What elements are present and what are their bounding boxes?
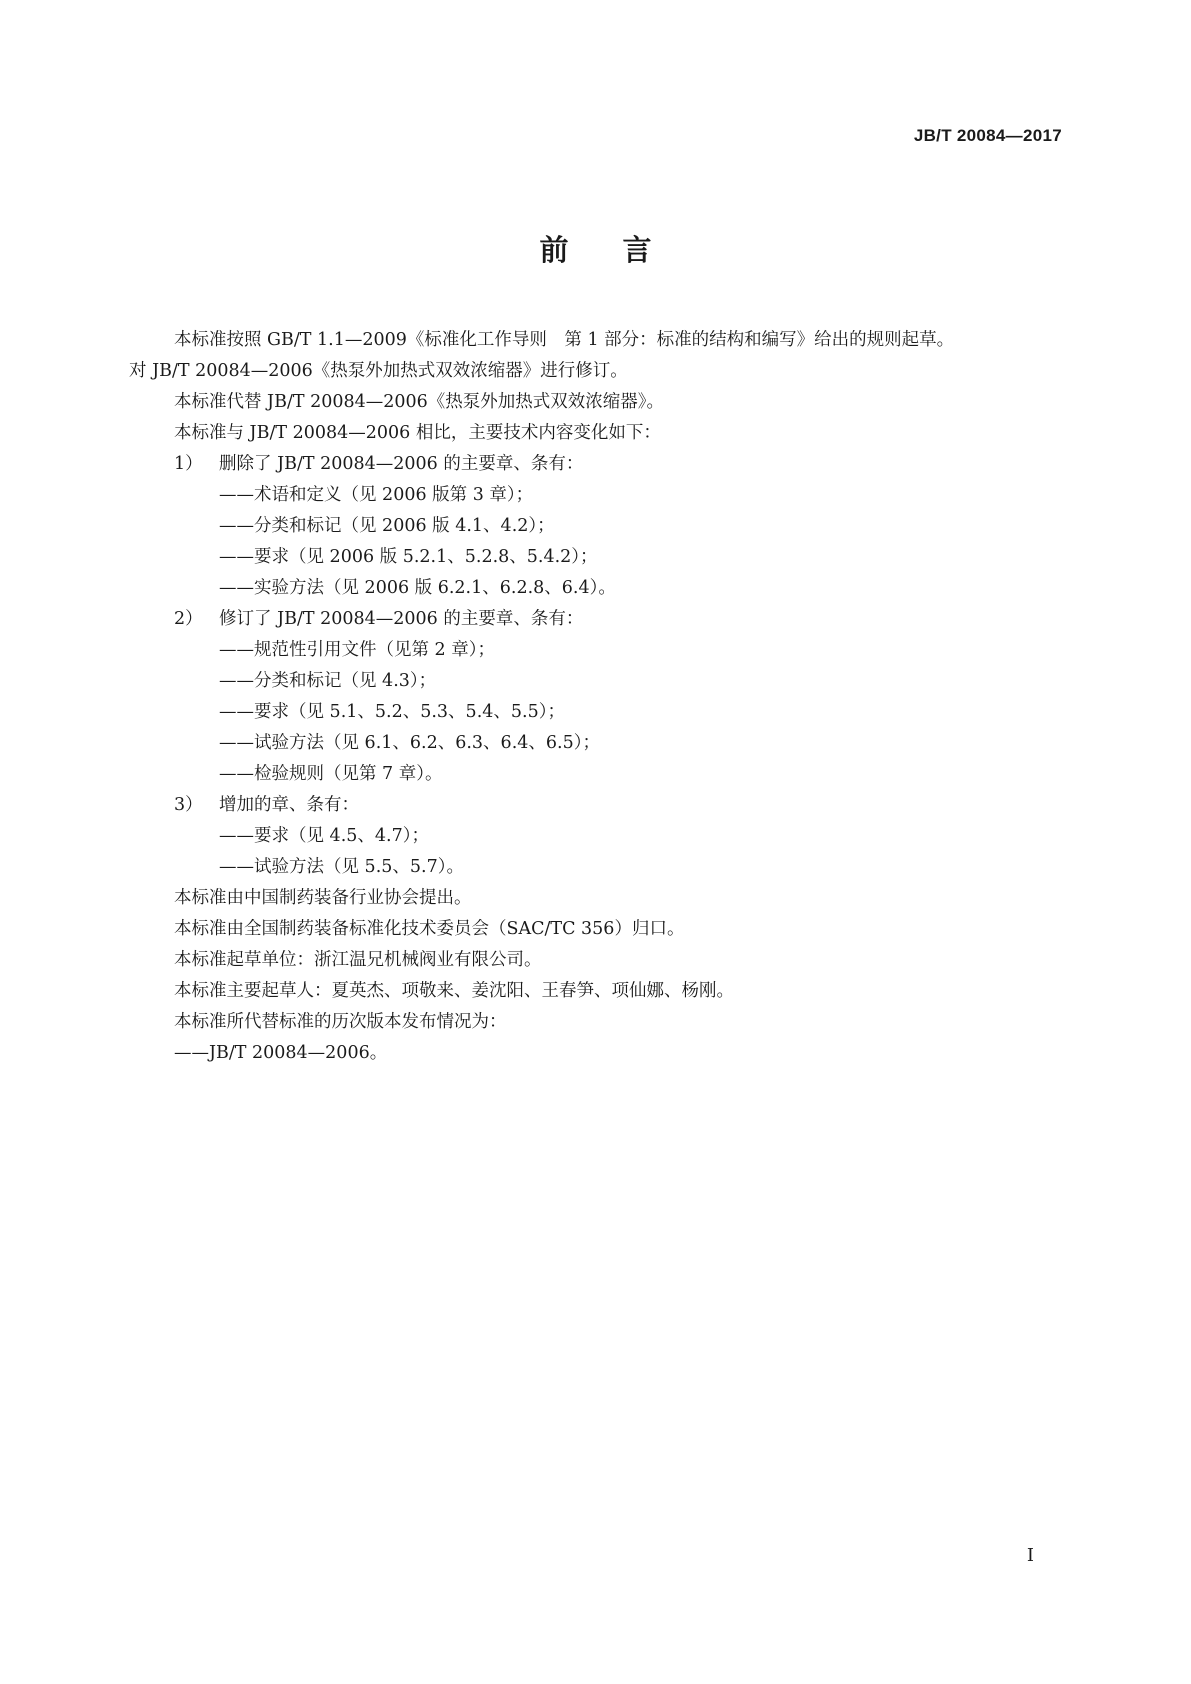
paragraph-drafters: 本标准主要起草人：夏英杰、项敬来、姜沈阳、王春笋、项仙娜、杨刚。 (174, 981, 734, 1001)
sub-item: ——分类和标记（见 4.3）； (219, 671, 437, 691)
sub-item: ——要求（见 2006 版 5.2.1、5.2.8、5.4.2）； (219, 547, 598, 567)
document-body (129, 325, 1069, 1069)
sub-item: ——术语和定义（见 2006 版第 3 章）； (219, 485, 534, 505)
paragraph-previous-versions: 本标准所代替标准的历次版本发布情况为： (174, 1012, 507, 1032)
paragraph-replaces: 本标准代替 JB/T 20084—2006《热泵外加热式双效浓缩器》。 (174, 392, 665, 412)
sub-item: ——试验方法（见 5.5、5.7）。 (219, 857, 464, 877)
paragraph-committee: 本标准由全国制药装备标准化技术委员会（SAC/TC 356）归口。 (174, 919, 685, 939)
list-item-deleted (129, 449, 1069, 480)
list-item-text: 修订了 JB/T 20084—2006 的主要章、条有： (219, 609, 584, 629)
list-item-text: 增加的章、条有： (219, 795, 359, 815)
page-number: I (1026, 1545, 1034, 1566)
sub-item: ——要求（见 5.1、5.2、5.3、5.4、5.5）； (219, 702, 565, 722)
list-number: 2） (174, 609, 203, 629)
list-number: 1） (174, 454, 203, 474)
page-title (0, 228, 1191, 269)
sub-item: ——实验方法（见 2006 版 6.2.1、6.2.8、6.4）。 (219, 578, 616, 598)
paragraph-drafting-unit: 本标准起草单位：浙江温兄机械阀业有限公司。 (174, 950, 542, 970)
standard-number: JB/T 20084—2017 (913, 126, 1062, 145)
paragraph-proposer: 本标准由中国制药装备行业协会提出。 (174, 888, 472, 908)
sub-item: ——要求（见 4.5、4.7）； (219, 826, 429, 846)
paragraph-changes-intro: 本标准与 JB/T 20084—2006 相比，主要技术内容变化如下： (174, 423, 661, 443)
list-item-added (129, 790, 1069, 821)
sub-item: ——检验规则（见第 7 章）。 (219, 764, 443, 784)
previous-version-item: ——JB/T 20084—2006。 (174, 1043, 388, 1063)
paragraph-drafting-rules: 本标准按照 GB/T 1.1—2009《标准化工作导则 第 1 部分：标准的结构和编写》给出的规则起草。 (174, 330, 955, 350)
sub-item: ——试验方法（见 6.1、6.2、6.3、6.4、6.5）； (219, 733, 600, 753)
list-item-text: 删除了 JB/T 20084—2006 的主要章、条有： (219, 454, 584, 474)
list-item-revised (129, 604, 1069, 635)
list-number: 3） (174, 795, 203, 815)
title-char-2: 言 (622, 233, 652, 267)
paragraph-drafting-rules-cont: 对 JB/T 20084—2006《热泵外加热式双效浓缩器》进行修订。 (129, 361, 628, 381)
sub-item: ——规范性引用文件（见第 2 章）； (219, 640, 496, 660)
sub-item: ——分类和标记（见 2006 版 4.1、4.2）； (219, 516, 555, 536)
title-char-1: 前 (539, 233, 569, 267)
